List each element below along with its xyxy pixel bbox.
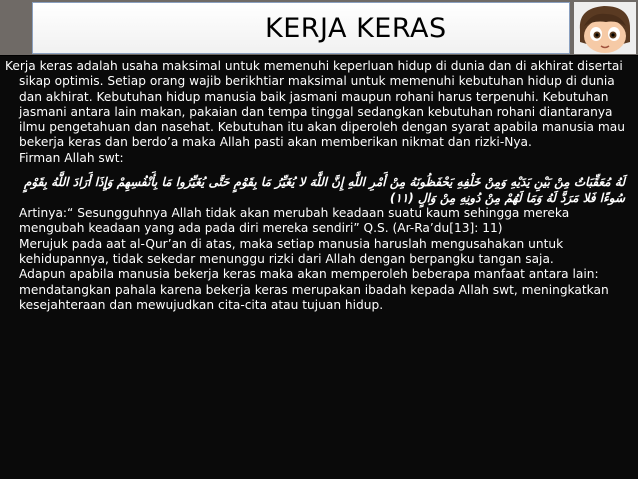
firman-label: Firman Allah swt:	[19, 150, 124, 165]
title-box	[32, 2, 570, 54]
translation-paragraph: Artinya:“ Sesungguhnya Allah tidak akan merubah keadaan suatu kaum sehingga mereka mengubah keadaan yang ada pada diri mereka sendiri” Q.S. (Ar-Ra’du[13]: 11)	[19, 206, 570, 236]
arabic-verse: لَهُ مُعَقِّبَاتٌ مِنْ بَيْنِ يَدَيْهِ وَمِنْ خَلْفِهِ يَحْفَظُونَهُ مِنْ أَمْرِ اللَّهِ إِنَّ اللَّهَ لا يُغَيِّرُ مَا بِقَوْمٍ حَتَّى يُغَيِّرُوا مَا بِأَنْفُسِهِمْ وَإِذَا أَرَادَ اللَّهُ بِقَوْمٍ سُوءًا فَلا مَرَدَّ لَهُ وَمَا لَهُمْ مِنْ دُونِهِ مِنْ وَالٍ (١١)	[23, 175, 625, 206]
adapun-paragraph: Adapun apabila manusia bekerja keras maka akan memperoleh beberapa manfaat antara lain: mendatangkan pahala karena bekerja keras merupakan ibadah kepada Allah swt, meningkatkan kesejahteraan dan mewujudkan cita-cita atau tujuan hidup.	[19, 267, 609, 312]
page-title: KERJA KERAS	[265, 13, 447, 44]
content-area	[0, 56, 638, 479]
body-text	[5, 59, 633, 313]
merujuk-paragraph: Merujuk pada aat al-Qur’an di atas, maka setiap manusia haruslah mengusahakan untuk kehidupannya, tidak sekedar menunggu rizki dari Allah dengan berpangku tangan saja.	[19, 236, 564, 266]
header-bar	[0, 0, 638, 55]
intro-paragraph: Kerja keras adalah usaha maksimal untuk memenuhi keperluan hidup di dunia dan di akhirat disertai sikap optimis. Setiap orang wajib berikhtiar maksimal untuk memenuhi kebutuhan hidup di dunia dan akhirat. Kebutuhan hidup manusia baik jasmani maupun rohani harus terpenuhi. Kebutuhan jasmani antara lain makan, pakaian dan tempa tinggal sedangkan kebutuhan rohani diantaranya ilmu pengetahuan dan nasehat. Kebutuhan itu akan diperoleh dengan syarat apabila manusia mau bekerja keras dan berdo’a maka Allah pasti akan memberikan nikmat dan rizki-Nya.	[5, 59, 625, 150]
cartoon-girl-face-icon	[574, 2, 636, 54]
